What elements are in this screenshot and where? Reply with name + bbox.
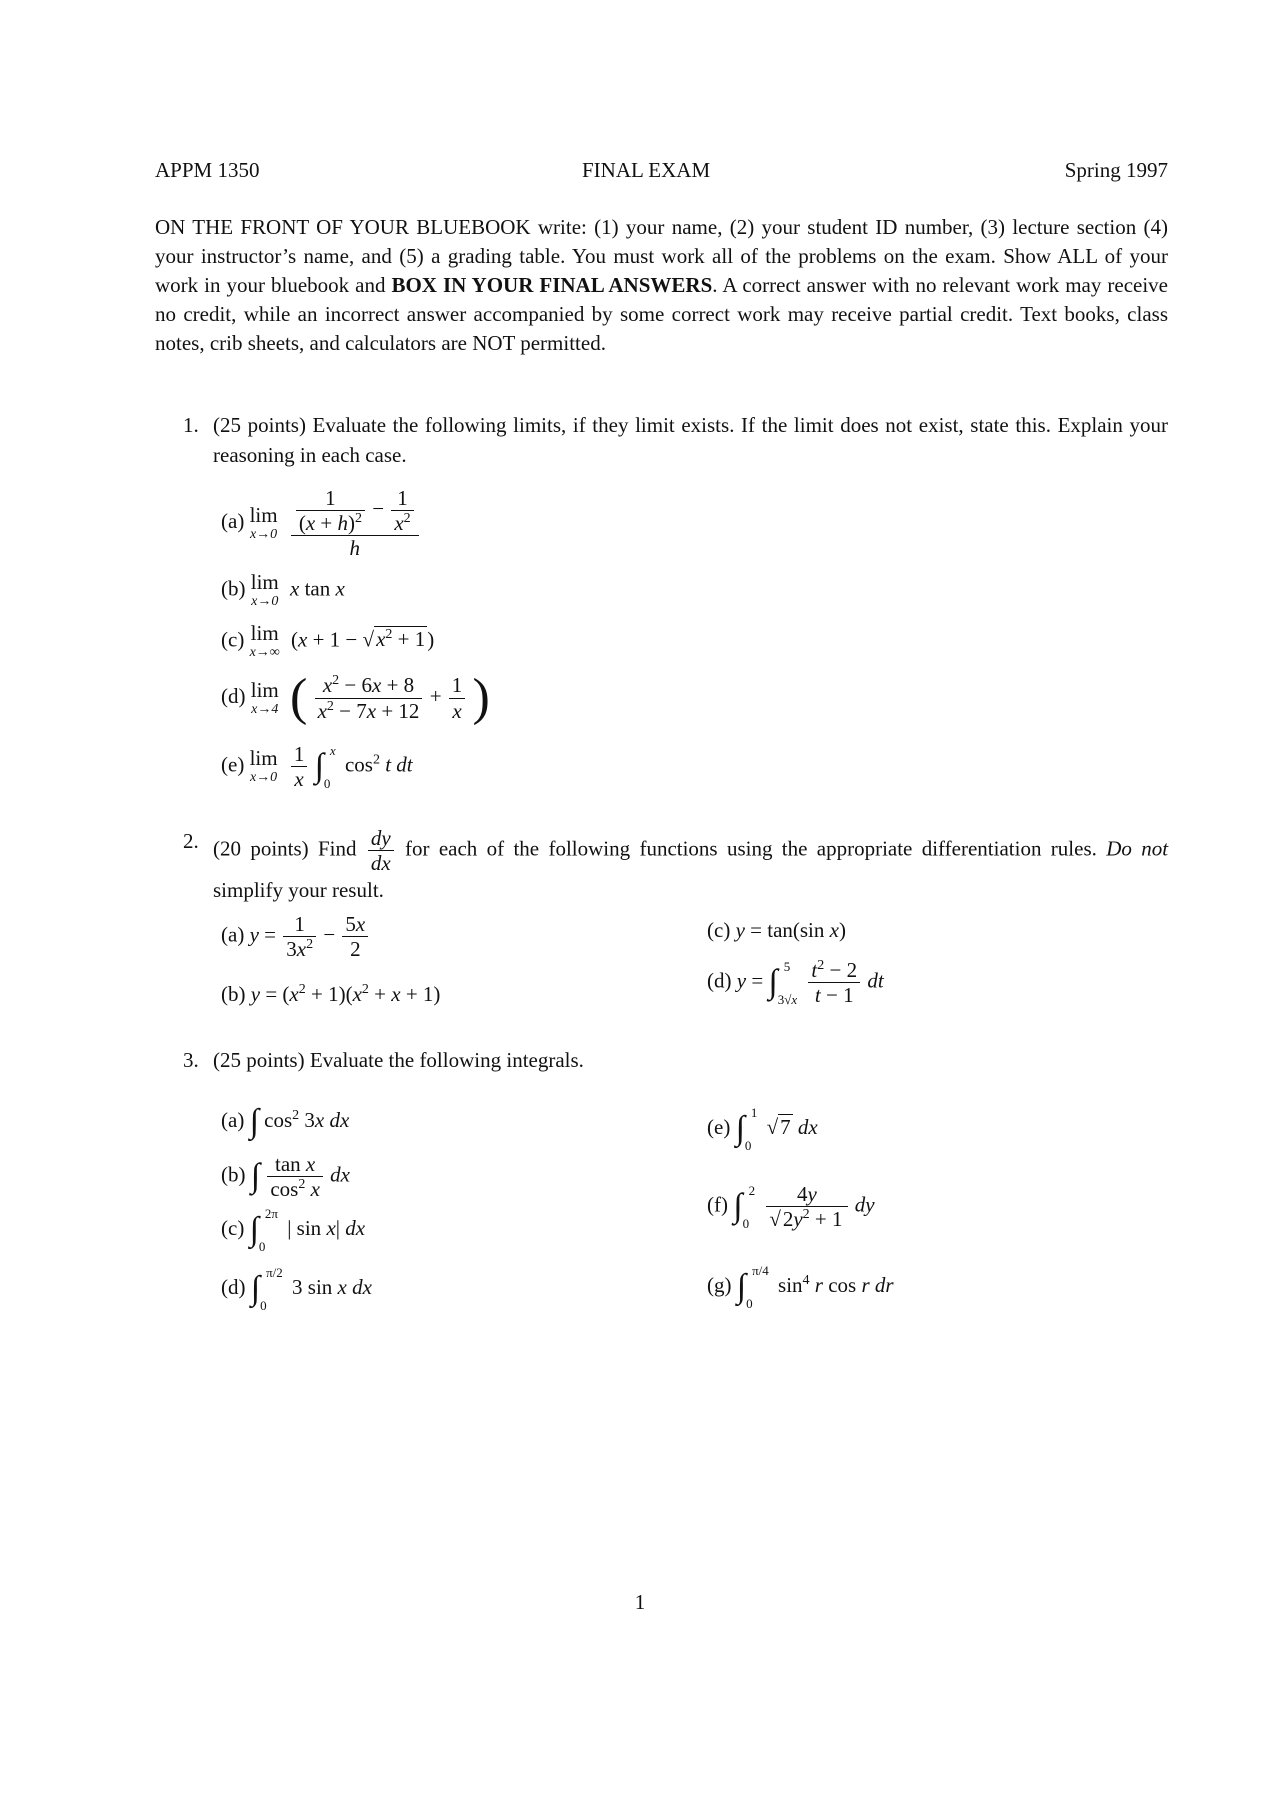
exam-title: FINAL EXAM (582, 158, 711, 182)
instructions-text-2: . A correct answer with no relevant work may receive no credit, while an incorrect answer accompanied by some correct work may receive partial credit. Text books, class notes, crib sheets, and calculators are NOT permitted. (155, 273, 1168, 355)
part-label: (e) (221, 752, 245, 777)
q3-part-f: (f) ∫ 2 0 $\frac{4y}{√2y^2 + 1}$ dy (707, 1182, 875, 1232)
q2-text-b: for each of the following functions using the appropriate differentiation (405, 836, 1042, 861)
question-number: 3. (183, 1048, 199, 1072)
q2-text-e: simplify your result. (213, 878, 384, 903)
question-text: (25 points) Evaluate the following limits, if they limit exists. If the limit does not exist, state this. Explain your reasoning in each case. (213, 413, 1168, 467)
q3-part-d: (d) ∫ π/2 0 3 sin x dx (221, 1265, 372, 1313)
part-label: (c) (221, 1215, 245, 1240)
limit-operator: lim x→∞ (249, 621, 280, 660)
fraction: $\frac{1}{(x + h)^2}$ − $\frac{1}{x^2}$ h (291, 486, 419, 560)
part-label: (b) (221, 1162, 246, 1187)
instructions-text-1: ON THE FRONT OF YOUR BLUEBOOK write: (1) your name, (2) your student ID number, (3) lecture section (4) your instructor’s name, and (5) a grading table. You must work all of the problems on the exam. Show ALL of your work in your bluebook and (155, 215, 1168, 297)
part-label: (f) (707, 1192, 728, 1217)
q3-part-b: (b) ∫ $\frac{\text{tan x}}{\cos^2 x}$ dx (221, 1152, 350, 1202)
question-text (213, 826, 1168, 905)
part-label: (a) (221, 1107, 245, 1132)
q3-part-e: (e) ∫ 1 0 √7 dx (707, 1105, 818, 1153)
part-label: (d) (221, 683, 246, 708)
part-label: (b) (221, 576, 246, 601)
part-label: (a) (221, 509, 245, 534)
question-1 (183, 410, 1168, 470)
part-label: (e) (707, 1114, 731, 1139)
limit-operator: lim x→0 (249, 502, 278, 542)
limit-operator: lim x→4 (250, 677, 279, 717)
q2-text-emph: Do not (1106, 836, 1169, 861)
part-label: (d) (707, 968, 732, 993)
instructions-bold: BOX IN YOUR FINAL ANSWERS (391, 273, 713, 297)
q2-part-b: (b) $y = (x^2 + 1)(x^2 + x + 1)$ (221, 982, 441, 1006)
q3-part-c: (c) ∫ 2π 0 | sin x| dx (221, 1206, 366, 1254)
q2-part-d: (d) y = ∫ 5 3√x $\frac{t^2 - 2}{t - 1}$ dt (707, 958, 884, 1008)
part-label: (b) (221, 982, 246, 1006)
part-label: (g) (707, 1272, 732, 1297)
question-text: (25 points) Evaluate the following integrals. (213, 1048, 584, 1072)
q1-part-a (221, 486, 421, 560)
q2-part-a: (a) y = $\frac{1}{3x^2}$ − $\frac{5x}{2}$ (221, 912, 370, 961)
part-label: (d) (221, 1274, 246, 1299)
course-code: APPM 1350 (155, 158, 260, 182)
part-label: (c) (221, 627, 245, 652)
q3-part-g: (g) ∫ π/4 0 $\sin^4 r$ cos r dr (707, 1263, 894, 1311)
limit-operator: lim x→0 (249, 746, 278, 786)
q1-part-d: (d) lim x→4 ( $\frac{x^2 - 6x + 8}{x^2 - 7x + 12}$ + $\frac{1}{x}$ ) (221, 669, 490, 726)
term: Spring 1997 (1064, 158, 1168, 182)
question-number: 2. (183, 829, 199, 853)
page-number: 1 (634, 1590, 646, 1614)
q3-part-a: (a) ∫ $\cos^2 3x$ dx (221, 1103, 350, 1140)
limit-operator: lim x→0 (250, 570, 279, 609)
instructions (155, 213, 1168, 358)
part-label: (a) (221, 922, 245, 947)
q2-text-a: (20 points) Find (213, 836, 357, 861)
q1-part-b: (b) lim x→0 x tan x (221, 570, 345, 609)
question-number: 1. (183, 413, 199, 437)
question-2 (183, 826, 1168, 905)
q1-part-c: (c) lim x→∞ $(x + 1 - √x^2 + 1)$ (221, 621, 435, 660)
q1-part-e: (e) lim x→0 $\frac{1}{x}$ ∫ x 0 $\cos^2 t$ dt (221, 742, 413, 792)
dy-dx-fraction: $\frac{dy}{dx}$ (368, 826, 394, 875)
q2-part-c: (c) y = tan(sin x) (707, 918, 846, 942)
q2-text-c: rules. (1050, 836, 1097, 861)
part-label: (c) (707, 918, 731, 942)
question-3 (183, 1045, 1168, 1075)
